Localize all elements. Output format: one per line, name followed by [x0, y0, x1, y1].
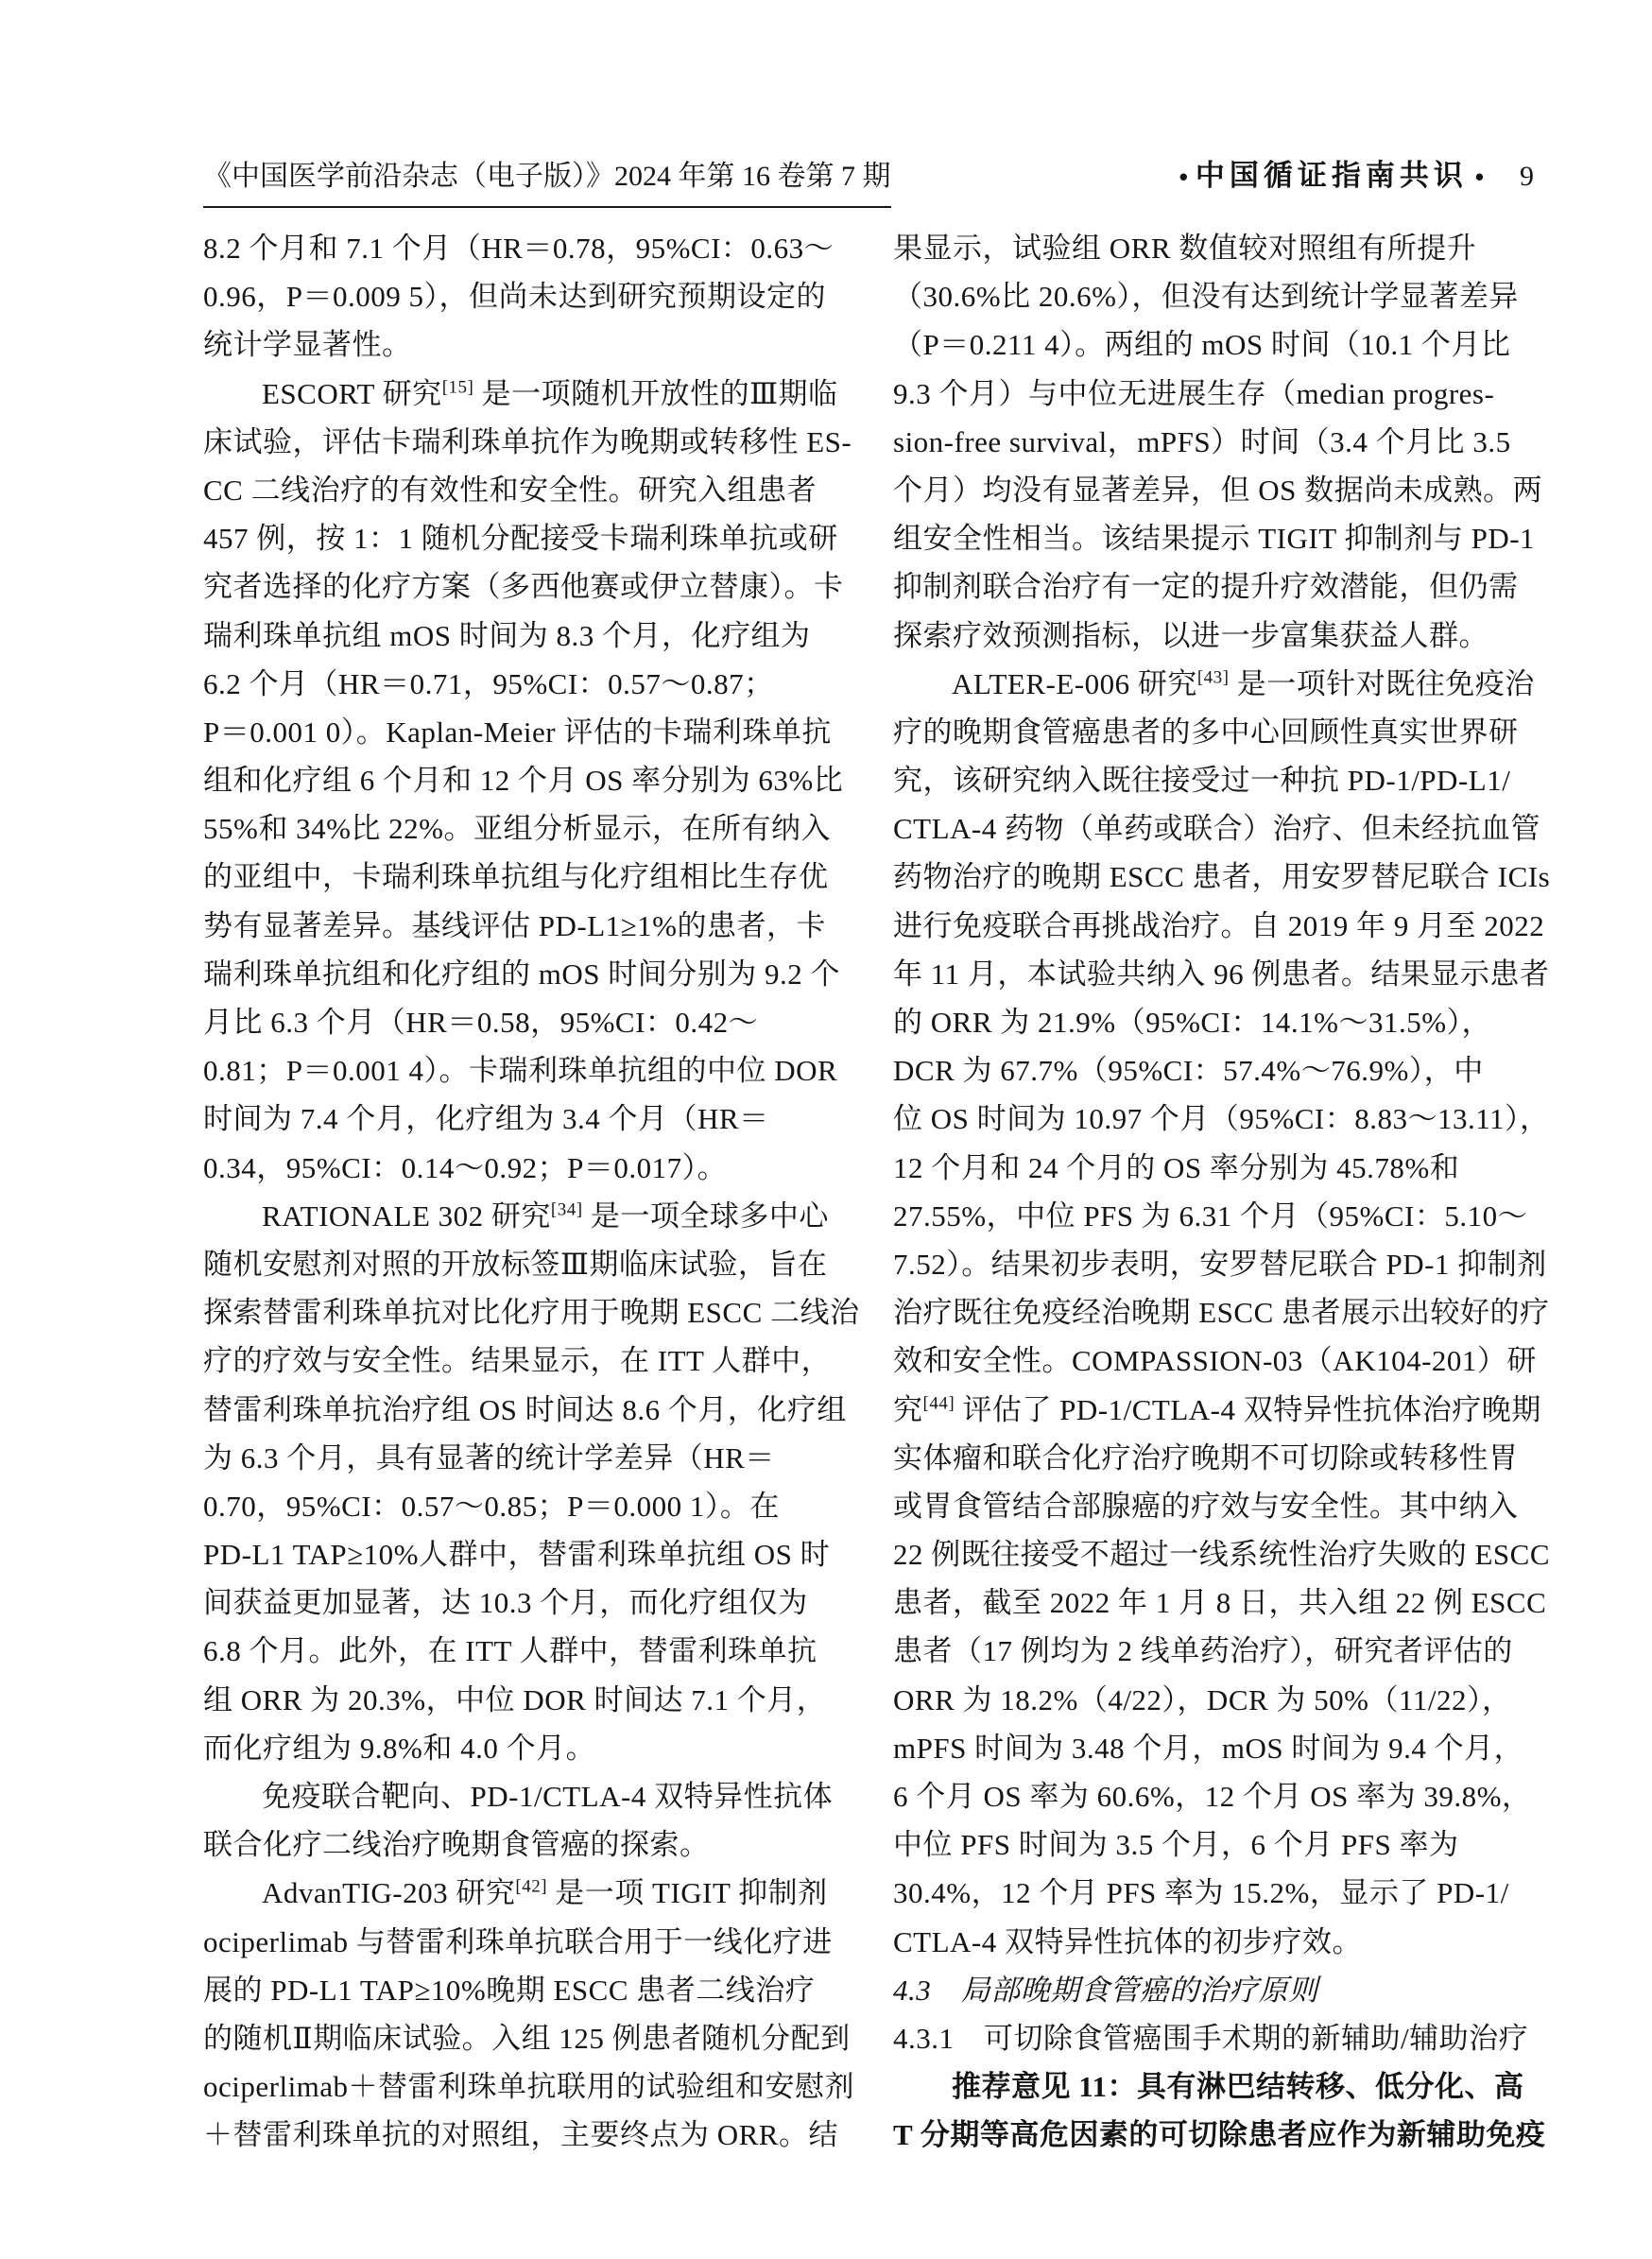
text-line: 的亚组中，卡瑞利珠单抗组与化疗组相比生存优 [203, 860, 829, 894]
text-line: 的 ORR 为 21.9%（95%CI：14.1%～31.5%）， [893, 1006, 1492, 1039]
bullet-icon: • [1474, 163, 1484, 191]
text-line: 55%和 34%比 22%。亚组分析显示，在所有纳入 [203, 812, 831, 846]
recommendation-11-cont: T 分期等高危因素的可切除患者应作为新辅助免疫 [893, 2118, 1546, 2152]
text-line: 进行免疫联合再挑战治疗。自 2019 年 9 月至 2022 [893, 908, 1545, 942]
text-line: 患者（17 例均为 2 线单药治疗），研究者评估的 [893, 1634, 1513, 1668]
text-segment: ALTER-E-006 研究 [952, 666, 1197, 700]
text-segment: RATIONALE 302 研究 [262, 1198, 551, 1233]
text-line: 究，该研究纳入既往接受过一种抗 PD-1/PD-L1/ [893, 764, 1511, 798]
text-line: 12 个月和 24 个月的 OS 率分别为 45.78%和 [893, 1150, 1460, 1184]
text-line: ociperlimab＋替雷利珠单抗联用的试验组和安慰剂 [203, 2070, 855, 2104]
text-line [203, 370, 855, 418]
text-line: sion-free survival，mPFS）时间（3.4 个月比 3.5 [893, 424, 1511, 458]
text-line: 瑞利珠单抗组 mOS 时间为 8.3 个月，化疗组为 [203, 618, 811, 652]
text-line: 抑制剂联合治疗有一定的提升疗效潜能，但仍需 [893, 570, 1519, 604]
text-segment: 是一项 TIGIT 抑制剂 [547, 1876, 828, 1910]
text-line: 9.3 个月）与中位无进展生存（median progres- [893, 376, 1495, 410]
text-line: 探索替雷利珠单抗对比化疗用于晚期 ESCC 二线治 [203, 1296, 860, 1330]
text-line: 时间为 7.4 个月，化疗组为 3.4 个月（HR＝ [203, 1102, 769, 1136]
text-line [893, 1386, 1545, 1434]
text-segment: 是一项全球多中心 [582, 1198, 829, 1233]
text-line: 探索疗效预测指标，以进一步富集获益人群。 [893, 618, 1489, 652]
text-line: 随机安慰剂对照的开放标签Ⅲ期临床试验，旨在 [203, 1247, 828, 1281]
reference-superscript: [42] [515, 1877, 548, 1898]
heading-4-3-1: 4.3.1 可切除食管癌围手术期的新辅助/辅助治疗 [893, 2021, 1529, 2055]
page-header [203, 157, 1534, 208]
left-column [203, 224, 860, 2160]
text-line: mPFS 时间为 3.48 个月，mOS 时间为 9.4 个月， [893, 1731, 1524, 1765]
text-line: 展的 PD-L1 TAP≥10%晚期 ESCC 患者二线治疗 [203, 1973, 816, 2007]
text-segment: AdvanTIG-203 研究 [262, 1876, 516, 1910]
text-line: 疗的晚期食管癌患者的多中心回顾性真实世界研 [893, 715, 1519, 749]
text-line: 实体瘤和联合化疗治疗晚期不可切除或转移性胃 [893, 1440, 1519, 1474]
text-line: 势有显著差异。基线评估 PD-L1≥1%的患者，卡 [203, 908, 826, 942]
text-line: 免疫联合靶向、PD-1/CTLA-4 双特异性抗体 [262, 1780, 834, 1813]
reference-superscript: [44] [922, 1393, 955, 1414]
text-line: ociperlimab 与替雷利珠单抗联合用于一线化疗进 [203, 1924, 833, 1958]
text-segment: 是一项针对既往免疫治 [1229, 666, 1535, 700]
text-line: 0.96，P＝0.009 5），但尚未达到研究预期设定的 [203, 280, 826, 314]
journal-issue-info: 《中国医学前沿杂志（电子版）》2024 年第 16 卷第 7 期 [203, 158, 891, 208]
text-line: ORR 为 18.2%（4/22），DCR 为 50%（11/22）， [893, 1682, 1512, 1716]
text-line: 而化疗组为 9.8%和 4.0 个月。 [203, 1731, 596, 1765]
right-column [893, 224, 1551, 2160]
text-line: PD-L1 TAP≥10%人群中，替雷利珠单抗组 OS 时 [203, 1538, 831, 1572]
text-line [203, 1869, 855, 1917]
text-line: 组 ORR 为 20.3%，中位 DOR 时间达 7.1 个月， [203, 1682, 827, 1716]
text-line: 6 个月 OS 率为 60.6%，12 个月 OS 率为 39.8%， [893, 1780, 1532, 1813]
page-number: 9 [1520, 161, 1534, 192]
text-line: 统计学显著性。 [203, 328, 412, 362]
text-line: 8.2 个月和 7.1 个月（HR＝0.78，95%CI：0.63～ [203, 232, 835, 265]
text-line: 月比 6.3 个月（HR＝0.58，95%CI：0.42～ [203, 1006, 759, 1039]
text-line: 6.2 个月（HR＝0.71，95%CI：0.57～0.87； [203, 666, 774, 700]
text-line: 效和安全性。COMPASSION-03（AK104-201）研 [893, 1344, 1537, 1378]
text-segment: 是一项随机开放性的Ⅲ期临 [473, 376, 838, 410]
text-line: CC 二线治疗的有效性和安全性。研究入组患者 [203, 473, 817, 507]
bullet-icon: • [1179, 163, 1188, 191]
text-line: P＝0.001 0）。Kaplan-Meier 评估的卡瑞利珠单抗 [203, 715, 832, 749]
text-line: CTLA-4 药物（单药或联合）治疗、但未经抗血管 [893, 812, 1541, 846]
text-line: 年 11 月，本试验共纳入 96 例患者。结果显示患者 [893, 957, 1550, 991]
text-line: 中位 PFS 时间为 3.5 个月，6 个月 PFS 率为 [893, 1828, 1459, 1862]
text-line: 0.34，95%CI：0.14～0.92；P＝0.017）。 [203, 1150, 728, 1184]
text-line: 27.55%，中位 PFS 为 6.31 个月（95%CI：5.10～ [893, 1198, 1528, 1233]
text-line: 联合化疗二线治疗晚期食管癌的探索。 [203, 1828, 710, 1862]
text-line: 7.52）。结果初步表明，安罗替尼联合 PD-1 抑制剂 [893, 1247, 1547, 1281]
text-line: 或胃食管结合部腺癌的疗效与安全性。其中纳入 [893, 1489, 1519, 1523]
reference-superscript: [43] [1196, 667, 1230, 688]
text-line: 患者，截至 2022 年 1 月 8 日，共入组 22 例 ESCC [893, 1586, 1547, 1620]
text-line: 个月）均没有显著差异，但 OS 数据尚未成熟。两 [893, 473, 1543, 507]
text-line: 位 OS 时间为 10.97 个月（95%CI：8.83～13.11）， [893, 1102, 1550, 1136]
text-line: 疗的疗效与安全性。结果显示，在 ITT 人群中， [203, 1344, 832, 1378]
text-line: DCR 为 67.7%（95%CI：57.4%～76.9%），中 [893, 1054, 1484, 1088]
text-line: 组安全性相当。该结果提示 TIGIT 抑制剂与 PD-1 [893, 522, 1536, 556]
text-line [893, 660, 1545, 708]
text-line: 0.81；P＝0.001 4）。卡瑞利珠单抗组的中位 DOR [203, 1054, 838, 1088]
text-line: （30.6%比 20.6%），但没有达到统计学显著差异 [893, 280, 1519, 314]
section-title: 中国循证指南共识 [1195, 159, 1468, 192]
text-line: 22 例既往接受不超过一线系统性治疗失败的 ESCC [893, 1538, 1551, 1572]
text-line: 究者选择的化疗方案（多西他赛或伊立替康）。卡 [203, 570, 844, 604]
text-line: ＋替雷利珠单抗的对照组，主要终点为 ORR。结 [203, 2118, 838, 2152]
running-head [1172, 157, 1534, 208]
text-line: （P＝0.211 4）。两组的 mOS 时间（10.1 个月比 [893, 328, 1511, 362]
recommendation-11: 推荐意见 11：具有淋巴结转移、低分化、高 [952, 2070, 1524, 2104]
two-column-body [203, 224, 1551, 2160]
text-line: 治疗既往免疫经治晚期 ESCC 患者展示出较好的疗 [893, 1296, 1550, 1330]
text-line: 果显示，试验组 ORR 数值较对照组有所提升 [893, 232, 1477, 265]
text-line: 0.70，95%CI：0.57～0.85；P＝0.000 1）。在 [203, 1489, 780, 1523]
text-line: 组和化疗组 6 个月和 12 个月 OS 率分别为 63%比 [203, 764, 844, 798]
heading-4-3: 4.3 局部晚期食管癌的治疗原则 [893, 1973, 1318, 2007]
text-line [203, 1192, 855, 1240]
text-line: 6.8 个月。此外，在 ITT 人群中，替雷利珠单抗 [203, 1634, 817, 1668]
text-line: 替雷利珠单抗治疗组 OS 时间达 8.6 个月，化疗组 [203, 1392, 847, 1426]
text-line: 的随机Ⅱ期临床试验。入组 125 例患者随机分配到 [203, 2021, 851, 2055]
text-segment: 究 [893, 1392, 923, 1426]
reference-superscript: [34] [550, 1199, 583, 1220]
text-line: 间获益更加显著，达 10.3 个月，而化疗组仅为 [203, 1586, 808, 1620]
text-line: 床试验，评估卡瑞利珠单抗作为晚期或转移性 ES- [203, 424, 852, 458]
text-line: 为 6.3 个月，具有显著的统计学差异（HR＝ [203, 1440, 775, 1474]
text-line: 瑞利珠单抗组和化疗组的 mOS 时间分别为 9.2 个 [203, 957, 840, 991]
text-line: CTLA-4 双特异性抗体的初步疗效。 [893, 1924, 1363, 1958]
text-segment: 评估了 PD-1/CTLA-4 双特异性抗体治疗晚期 [955, 1392, 1541, 1426]
text-line: 药物治疗的晚期 ESCC 患者，用安罗替尼联合 ICIs [893, 860, 1551, 894]
text-segment: ESCORT 研究 [262, 376, 442, 410]
text-line: 457 例，按 1：1 随机分配接受卡瑞利珠单抗或研 [203, 522, 838, 556]
reference-superscript: [15] [441, 377, 474, 398]
text-line: 30.4%，12 个月 PFS 率为 15.2%，显示了 PD-1/ [893, 1876, 1509, 1910]
